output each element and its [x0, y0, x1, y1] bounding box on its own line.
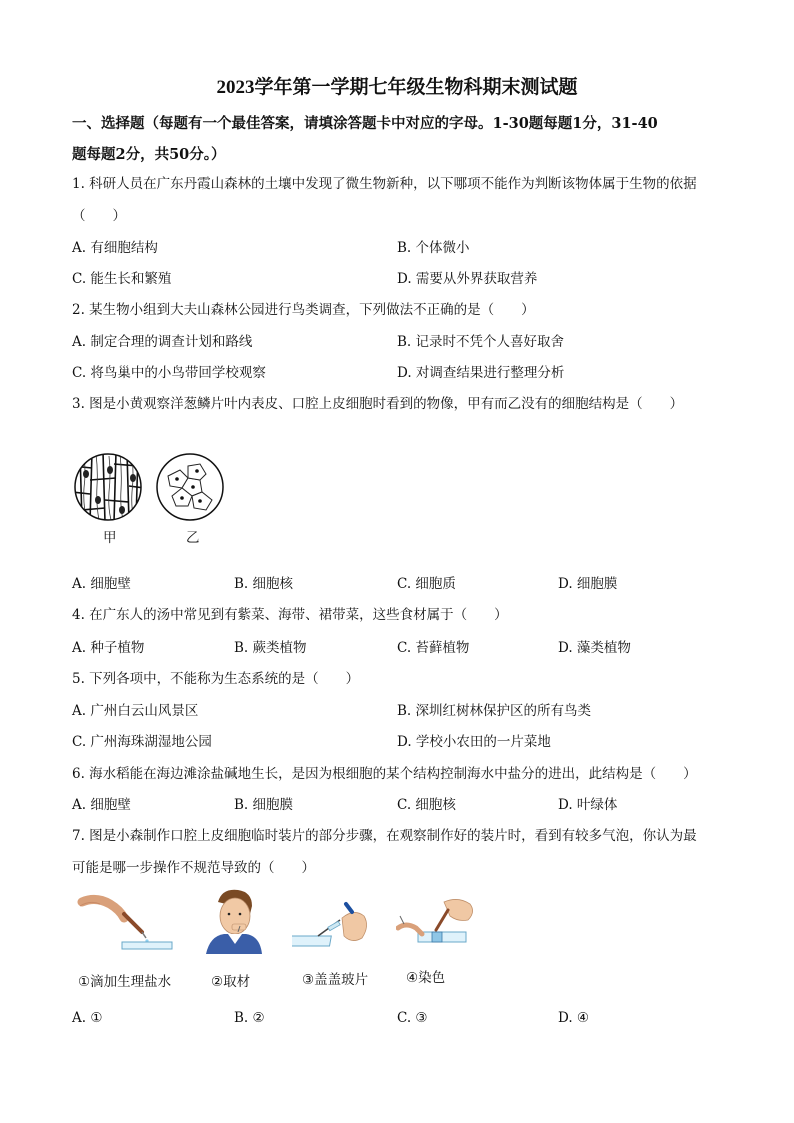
q3-option-b[interactable]: B. 细胞核 — [234, 576, 294, 592]
q6-stem: 6. 海水稻能在海边滩涂盐碱地生长，是因为根细胞的某个结构控制海水中盐分的进出，此结构是（ ） — [72, 766, 697, 782]
q7-figure-label-3: ③盖盖玻片 — [302, 972, 369, 988]
q2-option-b[interactable]: B. 记录时不凭个人喜好取舍 — [397, 334, 565, 350]
q5-option-b[interactable]: B. 深圳红树林保护区的所有鸟类 — [397, 703, 592, 719]
cell-micrographs-image — [72, 452, 232, 522]
q7-figure-label-2: ②取材 — [211, 974, 251, 990]
q7-option-a[interactable]: A. ① — [72, 1010, 103, 1026]
q7-figure-label-1: ①滴加生理盐水 — [78, 974, 172, 990]
q2-stem: 2. 某生物小组到大夫山森林公园进行鸟类调查，下列做法不正确的是（ ） — [72, 302, 535, 318]
q7-option-c[interactable]: C. ③ — [397, 1010, 428, 1026]
q3-figure-label-yi: 乙 — [186, 530, 200, 546]
q2-option-a[interactable]: A. 制定合理的调查计划和路线 — [72, 334, 253, 350]
q2-option-c[interactable]: C. 将鸟巢中的小鸟带回学校观察 — [72, 365, 266, 381]
q5-stem: 5. 下列各项中，不能称为生态系统的是（ ） — [72, 671, 360, 687]
q1-option-b[interactable]: B. 个体微小 — [397, 240, 470, 256]
q6-option-b[interactable]: B. 细胞膜 — [234, 797, 294, 813]
q7-step1-dropper-image — [76, 892, 176, 958]
q7-option-b[interactable]: B. ② — [234, 1010, 265, 1026]
q1-option-c[interactable]: C. 能生长和繁殖 — [72, 271, 172, 287]
q3-figure — [72, 452, 232, 526]
q4-option-b[interactable]: B. 蕨类植物 — [234, 640, 307, 656]
q4-option-c[interactable]: C. 苔藓植物 — [397, 640, 470, 656]
q6-option-c[interactable]: C. 细胞核 — [397, 797, 456, 813]
q7-stem: 7. 图是小森制作口腔上皮细胞临时装片的部分步骤，在观察制作好的装片时，看到有较多气泡，你认为最 — [72, 828, 697, 844]
q7-step3-coverslip-image — [292, 898, 372, 960]
q6-option-d[interactable]: D. 叶绿体 — [558, 797, 618, 813]
q7-step4-stain-image — [396, 894, 476, 960]
section-header-line1: 一、选择题（每题有一个最佳答案，请填涂答题卡中对应的字母。1-30题每题1分，31-40 — [72, 115, 658, 132]
q4-option-d[interactable]: D. 藻类植物 — [558, 640, 631, 656]
q4-option-a[interactable]: A. 种子植物 — [72, 640, 145, 656]
q5-option-c[interactable]: C. 广州海珠湖湿地公园 — [72, 734, 212, 750]
q2-option-d[interactable]: D. 对调查结果进行整理分析 — [397, 365, 565, 381]
q1-stem: 1. 科研人员在广东丹霞山森林的土壤中发现了微生物新种，以下哪项不能作为判断该物体属于生物的依据 — [72, 176, 697, 192]
q4-stem: 4. 在广东人的汤中常见到有紫菜、海带、裙带菜，这些食材属于（ ） — [72, 607, 508, 623]
q1-option-a[interactable]: A. 有细胞结构 — [72, 240, 158, 256]
q3-option-c[interactable]: C. 细胞质 — [397, 576, 456, 592]
q3-stem: 3. 图是小黄观察洋葱鳞片叶内表皮、口腔上皮细胞时看到的物像，甲有而乙没有的细胞结构是（ ） — [72, 396, 684, 412]
q7-figure-label-4: ④染色 — [406, 970, 446, 986]
q3-figure-label-jia: 甲 — [103, 530, 117, 546]
q7-option-d[interactable]: D. ④ — [558, 1010, 590, 1026]
section-header-line2: 题每题2分，共50分。） — [72, 146, 226, 163]
q7-step2-boy-image — [204, 888, 264, 958]
q1-option-d[interactable]: D. 需要从外界获取营养 — [397, 271, 538, 287]
q7-stem-cont: 可能是哪一步操作不规范导致的（ ） — [72, 860, 315, 876]
q5-option-a[interactable]: A. 广州白云山风景区 — [72, 703, 199, 719]
q5-option-d[interactable]: D. 学校小农田的一片菜地 — [397, 734, 551, 750]
page-title: 2023学年第一学期七年级生物科期末测试题 — [216, 77, 578, 98]
q6-option-a[interactable]: A. 细胞壁 — [72, 797, 131, 813]
q1-stem-cont: （ ） — [72, 208, 126, 224]
q3-option-a[interactable]: A. 细胞壁 — [72, 576, 131, 592]
q3-option-d[interactable]: D. 细胞膜 — [558, 576, 618, 592]
